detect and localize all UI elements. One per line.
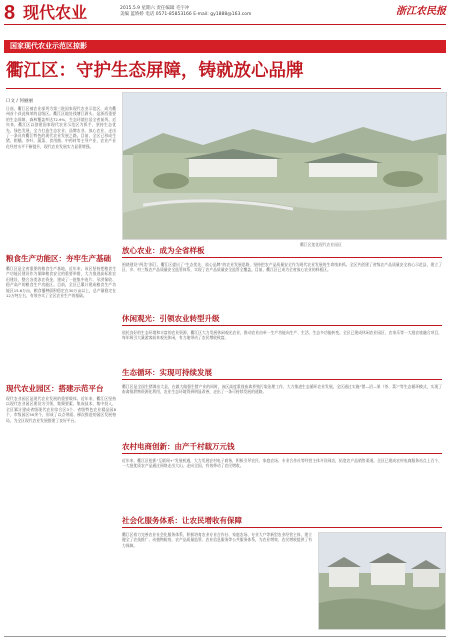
park-photo-illustration [123,93,447,240]
subhead-rule-3 [122,379,442,380]
body-services: 衢江区着力完善农业社会化服务体系，积极培育农业专业合作社、家庭农场、专业大户等新型农业经营主体，建立健全了农技推广、动植物防疫、农产品质量监管、农业信息服务等公共服务体系，为农业增效、农民增收提供了有力保障。 [122,532,312,548]
masthead-info [120,6,290,18]
intro-text: 日前，衢江区被农业部列为第三批国家现代农业示范区，成为衢州首个获此殊荣的县级区。衢江区地处钱塘江源头，是浙西重要的生态屏障，森林覆盖率达72.9%，生态环境位居全省前列。近年来，衢江区以创建国家现代农业示范区为抓手，坚持生态优先、绿色发展，全力打造生态农业、品牌农业、放心农业，走出了一条具有衢江特色的现代农业发展之路。目前，全区已形成生猪、柑橘、茶叶、蔬菜、食用菌、中药材等主导产业，农业产业化经营水平不断提升，现代农业发展实力显著增强。 [6,106,116,149]
subhead-rule-5 [122,527,442,528]
subhead-leisure: 休闲观光：引领农业转型升级 [122,314,220,323]
subhead-ecommerce: 农村电商创新：由产千村载万元钱 [122,442,235,451]
subhead-parks: 现代农业园区：搭建示范平台 [6,384,104,393]
village-photo [318,532,446,630]
body-eco: 衢江区是全国生猪调出大县，在做大做强生猪产业的同时，该区高度重视畜禽养殖污染治理工作，大力推进生态循环农业发展。全区通过实施“猪—沼—果（茶、菜）”等生态循环模式，实现了畜禽排泄物资源化利用，农业生态环境得到明显改善，走出了一条可持续发展的道路。 [122,384,442,395]
byline: 口文 / 何丽丽 [6,99,33,104]
subhead-services: 社会化服务体系：让农民增收有保障 [122,516,242,525]
body-ecommerce: 近年来，衢江区抢抓“互联网+”发展机遇，大力发展农村电子商务，积极引导农民、家庭农场、专业合作社等经营主体开设网店，拓宽农产品销售渠道。全区已建成农村电商服务站点上百个，一大批优质农产品通过网络走出大山、走向全国，有效带动了农民增收。 [122,458,442,469]
body-safe-ag: 围绕建设“两美”浙江、衢江区提出了“生态优先、放心品牌”的农业发展思路，坚持把农产品质量安全作为现代农业发展的生命线来抓。全区共创建了省级农产品质量安全放心示范县，建立了区、乡、村三级农产品质量安全监管体系，实现了农产品质量安全监管全覆盖。目前，衢江区已成为全省放心农业的样板区。 [122,262,442,273]
article-headline: 衢江区：守护生态屏障，铸就放心品牌 [6,61,304,81]
body-grain: 衢江区是全省重要的粮食生产基地，近年来，该区坚持把粮食生产功能区建设作为保障粮食安全的重要举措，大力推进高标准农田建设，整合各类涉农资金，建成了一批集中连片、旱涝保收、稳产高产的粮食生产功能区。目前，全区已累计建成粮食生产功能区15.6万亩，粮食播种面积稳定在30万亩以上，总产量稳定在12万吨左右，有效夯实了全区农业生产的基础。 [6,266,116,299]
body-leisure: 依托良好的生态环境和丰富的农业资源，衢江区大力发展休闲观光农业，推动农业由单一生产功能向生产、生活、生态多功能转变。全区已建成休闲农业园区、农家乐等一大批农旅融合项目，每年吸引大量游客前来观光休闲，有力地带动了农民增收致富。 [122,330,442,341]
contact-line: 美编 蓝娇娇 电话 0571-85853166 E-mail: gy1888@163.com [120,12,252,17]
section-title: 现代农业 [23,3,88,22]
subhead-rule-1 [122,257,442,258]
park-photo [122,92,447,240]
paper-name: 浙江农民报 [396,6,446,17]
page-number: 8 [4,2,16,24]
topic-banner [4,40,446,53]
subhead-rule-2 [122,325,442,326]
body-parks: 现代农业园区是现代农业发展的重要载体。近年来，衢江区坚持以现代农业园区建设为引领，集聚要素、集成技术、集中投入，全区累计建成省级现代农业综合区3个、省级特色农业精品园8个，市级园区50余个，形成了以点带面、梯次推进的园区发展格局，为全区现代农业发展搭建了良好平台。 [6,396,116,423]
village-photo-illustration [319,533,446,630]
subhead-safe-ag: 放心农业：成为全省样板 [122,246,205,255]
headline-rule [6,88,441,89]
editor-line: 责任编辑 毛宇冲 [156,6,190,11]
subhead-grain: 粮食生产功能区：夯牢生产基础 [6,254,111,263]
masthead [4,3,446,25]
footer-rule [4,636,446,637]
banner-text: 国家现代农业示范区掠影 [10,42,87,50]
subhead-rule-4 [122,453,442,454]
subhead-eco: 生态循环：实现可持续发展 [122,368,212,377]
photo-caption: 衢江区莲花现代农业园区 [300,242,342,247]
date-line: 2015.5.9 星期六 [120,6,155,11]
